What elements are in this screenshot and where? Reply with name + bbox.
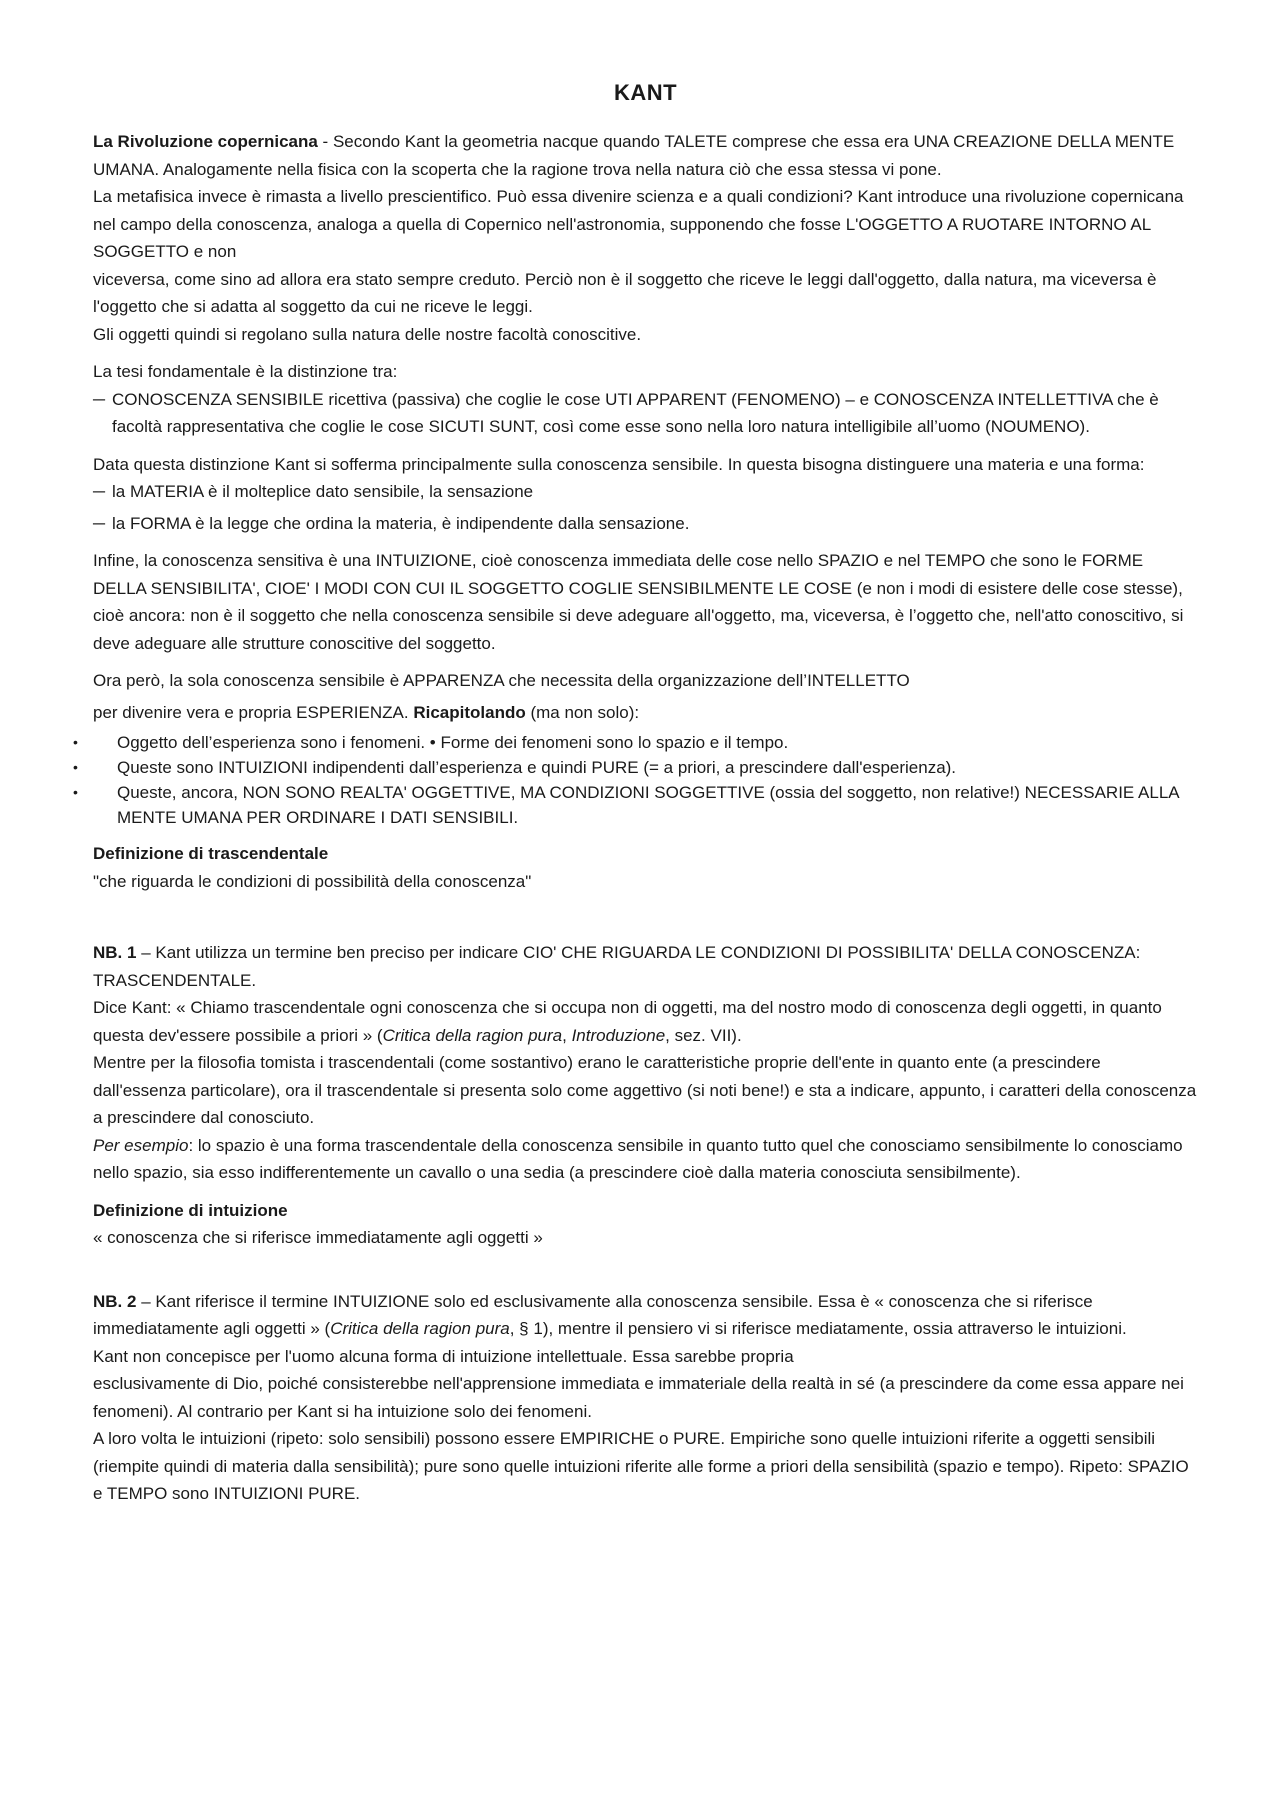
paragraph-nb2-pure: A loro volta le intuizioni (ripeto: solo sensibili) possono essere EMPIRICHE o PURE. Empiriche sono quelle intuizioni riferite a oggetti sensibili (riempite quindi di materia dalla sensibilità); pure sono quelle intuizioni riferite alle forme a priori della sensibilità (spazio e tempo). Ripeto: SPAZIO e TEMPO sono INTUIZIONI PURE.: [93, 1429, 1189, 1503]
document-page: [73, 80, 1198, 1508]
heading-def-trascendentale: Definizione di trascendentale: [93, 844, 329, 863]
paragraph-sensible-intro: Data questa distinzione Kant si sofferma principalmente sulla conoscenza sensibile. In questa bisogna distinguere una materia e una forma:: [93, 454, 1145, 474]
paragraph-objects: Gli oggetti quindi si regolano sulla natura delle nostre facoltà conoscitive.: [93, 324, 642, 344]
thesis-list-item: ─ CONOSCENZA SENSIBILE ricettiva (passiva) che coglie le cose UTI APPARENT (FENOMENO) – e CONOSCENZA INTELLETTIVA che è facoltà rappresentativa che coglie le cose SICUTI SUNT, così come esse sono nella loro natura intelligibile all’uomo (NOUMENO).: [93, 386, 1198, 441]
bullet-icon: •: [73, 759, 78, 775]
definition-trascendentale: "che riguarda le condizioni di possibilità della conoscenza": [93, 871, 532, 891]
dash-icon: ─: [93, 389, 106, 409]
recap-label: Ricapitolando: [413, 702, 526, 722]
paragraph-nb1: NB. 1 – Kant utilizza un termine ben preciso per indicare CIO' CHE RIGUARDA LE CONDIZIONI DI POSSIBILITA' DELLA CONOSCENZA: TRASCENDENTALE.: [93, 943, 1141, 990]
heading-copernican: La Rivoluzione copernicana: [93, 132, 318, 151]
sensible-list-item: ─ la FORMA è la legge che ordina la materia, è indipendente dalla sensazione.: [93, 510, 1198, 538]
sensible-list-item: ─ la MATERIA è il molteplice dato sensibile, la sensazione: [93, 478, 1198, 506]
definition-intuizione: « conoscenza che si riferisce immediatamente agli oggetti »: [93, 1228, 543, 1247]
paragraph-appearance: Ora però, la sola conoscenza sensibile è APPARENZA che necessita della organizzazione dell’INTELLETTO: [93, 671, 910, 690]
paragraph-nb2: NB. 2 – Kant riferisce il termine INTUIZIONE solo ed esclusivamente alla conoscenza sensibile. Essa è « conoscenza che si riferisce immediatamente agli oggetti » (Critica della ragion pura, § 1), mentre il pensiero vi si riferisce mediatamente, ossia attraverso le intuizioni.: [93, 1291, 1127, 1338]
paragraph-copernican: La Rivoluzione copernicana - Secondo Kant la geometria nacque quando TALETE comprese che essa era UNA CREAZIONE DELLA MENTE UMANA. Analogamente nella fisica con la scoperta che la ragione trova nella natura ciò che essa stessa vi pone.: [93, 132, 1175, 179]
nb1-label: NB. 1: [93, 943, 137, 962]
dash-icon: ─: [93, 482, 106, 501]
page-title: KANT: [613, 80, 678, 105]
paragraph-nb1-example: Per esempio: lo spazio è una forma trascendentale della conoscenza sensibile in quanto tutto quel che conosciamo sensibilmente lo conosciamo nello spazio, sia esso indifferentemente un cavallo o una sedia (a prescindere cioè dalla materia conosciuta sensibilmente).: [93, 1135, 1183, 1182]
heading-def-intuizione: Definizione di intuizione: [93, 1200, 288, 1220]
paragraph-experience: per divenire vera e propria ESPERIENZA. Ricapitolando (ma non solo):: [93, 702, 640, 722]
list-item: • Queste sono INTUIZIONI indipendenti dall’esperienza e quindi PURE (= a priori, a prescindere dall'esperienza).: [73, 755, 1198, 780]
paragraph-viceversa: viceversa, come sino ad allora era stato sempre creduto. Perciò non è il soggetto che riceve le leggi dall'oggetto, dalla natura, ma viceversa è l'oggetto che si adatta al soggetto da cui ne riceve le leggi.: [93, 269, 1157, 316]
nb2-label: NB. 2: [93, 1291, 137, 1311]
paragraph-nb2-man: Kant non concepisce per l'uomo alcuna forma di intuizione intellettuale. Essa sarebbe propria: [93, 1346, 794, 1366]
paragraph-metaphysics: La metafisica invece è rimasta a livello prescientifico. Può essa divenire scienza e a quali condizioni? Kant introduce una rivoluzione copernicana nel campo della conoscenza, analoga a quella di Copernico nell'astronomia, supponendo che fosse L'OGGETTO A RUOTARE INTORNO AL SOGGETTO e non: [93, 187, 1184, 261]
bullet-icon: •: [73, 784, 78, 800]
recap-list: [73, 730, 1198, 830]
paragraph-nb1-quote: Dice Kant: « Chiamo trascendentale ogni conoscenza che si occupa non di oggetti, ma del nostro modo di conoscenza degli oggetti, in quanto questa dev'essere possibile a priori » (Critica della ragion pura, Introduzione, sez. VII).: [93, 998, 1162, 1045]
list-item: • Queste, ancora, NON SONO REALTA' OGGETTIVE, MA CONDIZIONI SOGGETTIVE (ossia del soggetto, non relative!) NECESSARIE ALLA MENTE UMANA PER ORDINARE I DATI SENSIBILI.: [73, 780, 1198, 830]
paragraph-thesis-intro: La tesi fondamentale è la distinzione tra:: [93, 362, 398, 381]
paragraph-nb2-god: esclusivamente di Dio, poiché consisterebbe nell'apprensione immediata e immateriale della realtà in sé (a prescindere da come essa appare nei fenomeni). Al contrario per Kant si ha intuizione solo dei fenomeni.: [93, 1374, 1184, 1421]
paragraph-nb1-tomist: Mentre per la filosofia tomista i trascendentali (come sostantivo) erano le caratteristiche proprie dell'ente in quanto ente (a prescindere dall'essenza particolare), ora il trascendentale si presenta solo come aggettivo (si noti bene!) e sta a indicare, appunto, i caratteri della conoscenza a prescindere dal conosciuto.: [93, 1053, 1197, 1127]
dash-icon: ─: [93, 513, 106, 533]
paragraph-intuition: Infine, la conoscenza sensitiva è una INTUIZIONE, cioè conoscenza immediata delle cose nello SPAZIO e nel TEMPO che sono le FORME DELLA SENSIBILITA', CIOE' I MODI CON CUI IL SOGGETTO COGLIE SENSIBILMENTE LE COSE (e non i modi di esistere delle cose stesse), cioè ancora: non è il soggetto che nella conoscenza sensibile si deve adeguare all'oggetto, ma, viceversa, è l’oggetto che, nell'atto conoscitivo, si deve adeguare alle strutture conoscitive del soggetto.: [93, 551, 1184, 653]
bullet-icon: •: [73, 734, 78, 750]
list-item: • Oggetto dell’esperienza sono i fenomeni. • Forme dei fenomeni sono lo spazio e il tempo.: [73, 730, 1198, 755]
